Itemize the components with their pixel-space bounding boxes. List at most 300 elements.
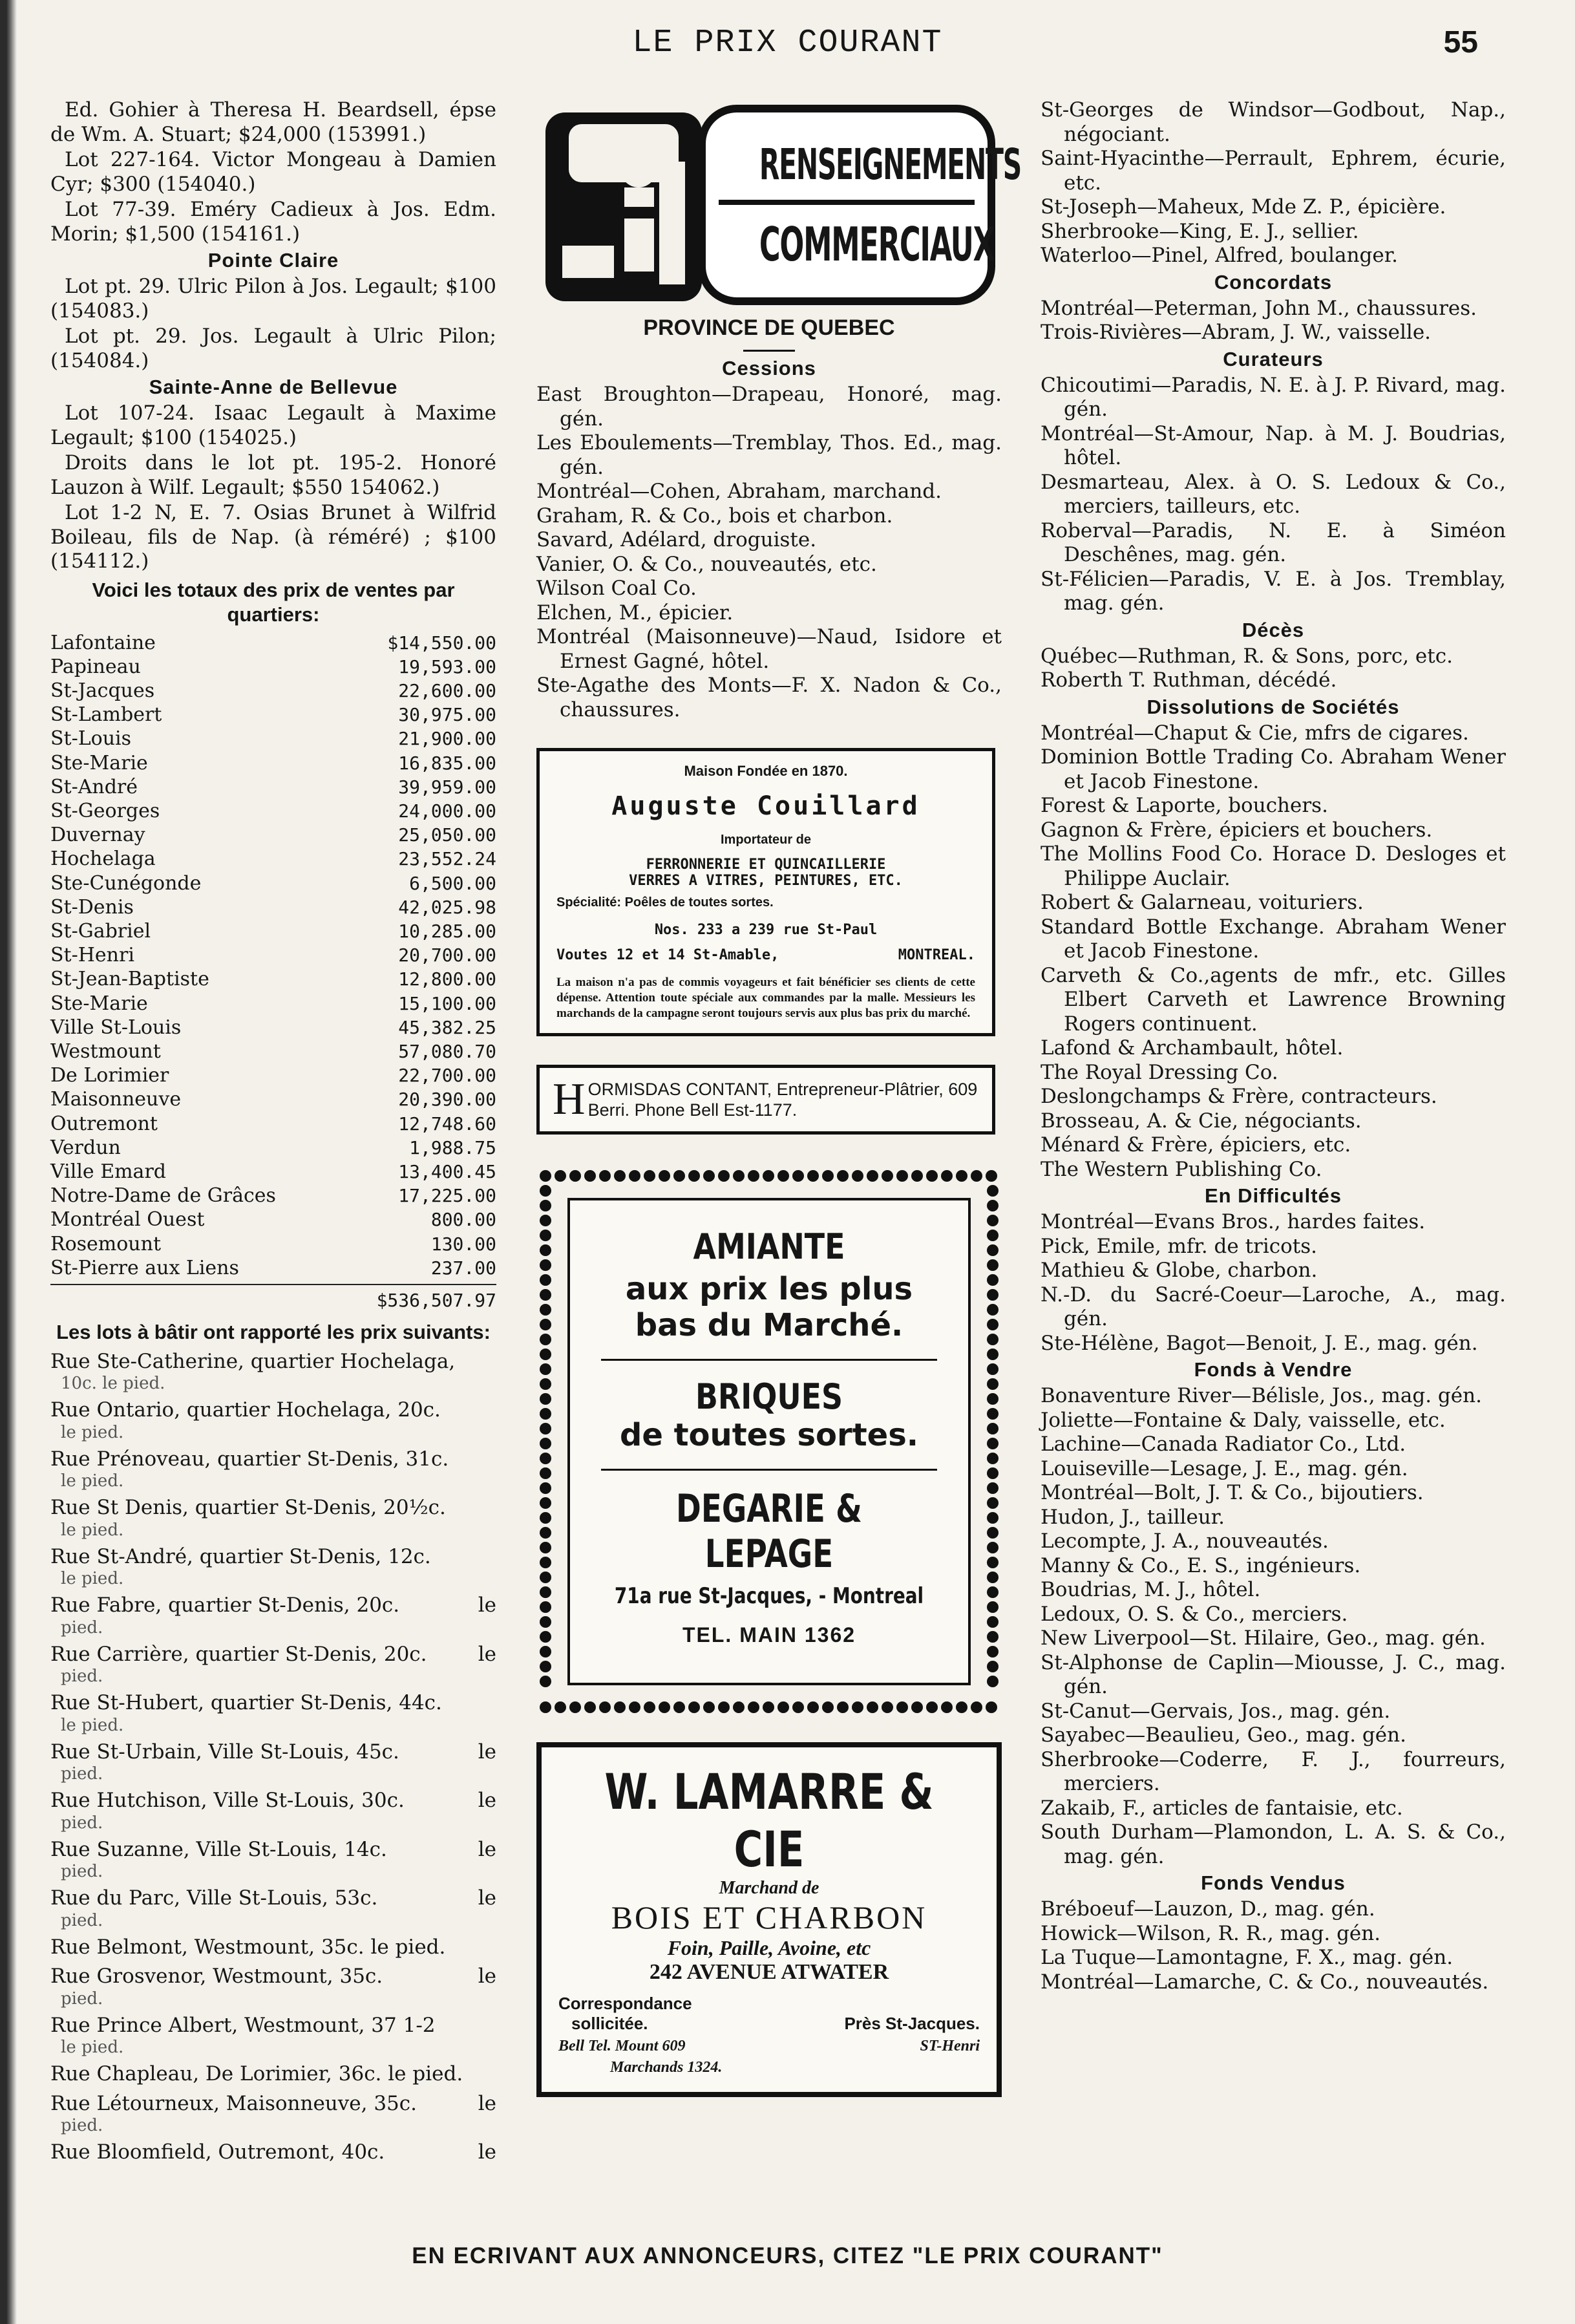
border-dot: [599, 1701, 611, 1713]
border-dot: [555, 1701, 566, 1713]
lots-list: [50, 1350, 496, 2165]
deces-entries: [1041, 645, 1506, 693]
table-row: [50, 751, 496, 775]
quartier-name: St-Jacques: [50, 679, 155, 702]
border-dot: [540, 1542, 551, 1553]
border-dot: [987, 1453, 999, 1464]
table-row: [50, 992, 496, 1016]
table-row: [50, 1112, 496, 1136]
book-spine-shadow: [0, 0, 17, 2324]
border-dot: [540, 1512, 551, 1524]
entry: Lot pt. 29. Ulric Pilon à Jos. Legault; $100 (154083.): [50, 275, 496, 323]
border-dot: [837, 1701, 849, 1713]
table-row: [50, 679, 496, 703]
quartier-amount: 21,900.00: [398, 728, 496, 750]
border-dot: [987, 1230, 999, 1241]
dissolutions-entries: [1041, 721, 1506, 1182]
ad-importer: Importateur de: [720, 833, 812, 847]
table-row: [50, 823, 496, 847]
lot-tail: le: [478, 1789, 496, 1813]
ad-specialty: Spécialité: Poêles de toutes sortes.: [556, 895, 774, 910]
entry: Montréal—Cohen, Abraham, marchand.: [536, 480, 942, 503]
quartier-amount: 16,835.00: [398, 752, 496, 774]
entry: Québec—Ruthman, R. & Sons, porc, etc.: [1041, 644, 1453, 668]
sub-entry: Mathieu & Globe, charbon.: [1041, 1259, 1318, 1282]
border-dot: [703, 1170, 715, 1182]
border-dot: [673, 1170, 685, 1182]
border-dot: [540, 1482, 551, 1494]
lot-cont: 10c. le pied.: [61, 1374, 165, 1394]
table-row: [50, 1160, 496, 1184]
ad-note: La maison n'a pas de commis voyageurs et fait bénéficier ses clients de cette dépense. Attention toute spéciale aux commandes par la malle. Messieurs les marchands de la campagne seront toujours servis aux plus bas prix du marché.: [556, 975, 975, 1020]
table-row: [50, 943, 496, 967]
quartier-amount: 17,225.00: [398, 1185, 496, 1207]
lot-cont: pied.: [61, 1910, 103, 1930]
table-row: [50, 1063, 496, 1087]
table-row: [50, 919, 496, 943]
lot-row: [50, 1545, 496, 1570]
table-row: [50, 1184, 496, 1208]
border-dot: [614, 1701, 626, 1713]
lot-row: [50, 1496, 496, 1520]
sub-entry: Deslongchamps & Frère, contracteurs.: [1041, 1085, 1437, 1108]
table-row: [50, 1016, 496, 1039]
border-dot: [748, 1701, 759, 1713]
lot-cont: le pied.: [61, 1520, 124, 1540]
ad-city: MONTREAL.: [898, 947, 975, 963]
quartier-amount: 25,050.00: [398, 824, 496, 846]
border-dot: [987, 1438, 999, 1449]
border-dot: [659, 1701, 670, 1713]
border-dot: [987, 1661, 999, 1672]
border-dot: [986, 1170, 997, 1182]
ad-avenue: 242 AVENUE ATWATER: [649, 1960, 889, 1984]
sub-entry: Lecompte, J. A., nouveautés.: [1041, 1530, 1329, 1553]
border-dot: [540, 1230, 551, 1241]
border-dot: [540, 1363, 551, 1375]
border-dot: [987, 1304, 999, 1316]
border-dot: [852, 1170, 863, 1182]
quartier-name: St-Denis: [50, 895, 134, 919]
entry: St-Alphonse de Caplin—Miousse, J. C., mag. gén.: [1041, 1650, 1506, 1698]
entry: Montréal—Peterman, John M., chaussures.: [1041, 296, 1477, 320]
border-dot: [540, 1453, 551, 1464]
border-dot: [926, 1170, 938, 1182]
entry: Lot 107-24. Isaac Legault à Maxime Legault; $100 (154025.): [50, 401, 496, 449]
ad-corr-row: [558, 1994, 980, 2034]
section-heading-vendre: Fonds à Vendre: [1194, 1358, 1353, 1381]
ad-amiante: AMIANTE: [693, 1226, 845, 1267]
ad-marchands-row: [558, 2059, 980, 2076]
border-dot: [540, 1601, 551, 1613]
lot-text: Rue Ontario, quartier Hochelaga, 20c.: [50, 1398, 441, 1422]
sub-entry: Lafond & Archambault, hôtel.: [1041, 1036, 1344, 1060]
lot-text: Rue St-Urbain, Ville St-Louis, 45c.: [50, 1740, 399, 1764]
ad-foin: Foin, Paille, Avoine, etc: [667, 1936, 871, 1959]
ad-corr-1: Correspondance: [558, 1994, 692, 2013]
table-row: [50, 655, 496, 679]
entry: Sherbrooke—Coderre, F. J., fourreurs, merciers.: [1041, 1747, 1506, 1795]
quartier-name: St-Jean-Baptiste: [50, 968, 209, 991]
border-dot: [540, 1244, 551, 1256]
ad-henri: ST-Henri: [920, 2038, 980, 2054]
border-dot: [896, 1170, 908, 1182]
entry: St-Joseph—Maheux, Mde Z. P., épicière.: [1041, 195, 1446, 219]
entry: Chicoutimi—Paradis, N. E. à J. P. Rivard, mag. gén.: [1041, 373, 1506, 421]
vendre-entries: [1041, 1384, 1506, 1869]
sub-entry: Elchen, M., épicier.: [536, 601, 734, 624]
section-heading-ste-anne: Sainte-Anne de Bellevue: [149, 376, 398, 398]
ad-firm: W. LAMARRE & CIE: [604, 1763, 934, 1878]
border-dot: [629, 1701, 640, 1713]
sub-entry: Desmarteau, Alex. à O. S. Ledoux & Co., merciers, tailleurs, etc.: [1041, 470, 1506, 518]
border-dot: [987, 1423, 999, 1434]
quartier-amount: 23,552.24: [398, 848, 496, 870]
short-divider: [743, 350, 795, 352]
ad-marchands: Marchands 1324.: [610, 2059, 723, 2076]
concordats-entries: [1041, 297, 1506, 345]
quartier-name: Ville Emard: [50, 1160, 166, 1183]
entry: St-Canut—Gervais, Jos., mag. gén.: [1041, 1699, 1391, 1723]
border-dot: [867, 1170, 878, 1182]
border-dot: [540, 1586, 551, 1598]
ad-auguste-couillard: [536, 748, 995, 1036]
lot-cont: le pied.: [61, 1715, 124, 1735]
sub-entry: Ledoux, O. S. & Co., merciers.: [1041, 1602, 1348, 1626]
quartier-amount: 45,382.25: [398, 1016, 496, 1038]
table-row: [50, 1136, 496, 1160]
ad-line-5: de toutes sortes.: [619, 1417, 919, 1453]
border-dot: [763, 1170, 774, 1182]
border-dot: [987, 1349, 999, 1360]
sub-entry: Dominion Bottle Trading Co. Abraham Wener et Jacob Finestone.: [1041, 745, 1506, 793]
entry: Joliette—Fontaine & Daly, vaisselle, etc.: [1041, 1408, 1446, 1432]
lot-text: Rue Bloomfield, Outremont, 40c.: [50, 2140, 385, 2164]
entry: Sherbrooke—King, E. J., sellier.: [1041, 219, 1359, 243]
table-row: [50, 775, 496, 799]
section-heading-cessions: Cessions: [722, 357, 816, 379]
border-dot: [540, 1423, 551, 1434]
pointe-claire-entries: [50, 275, 496, 373]
entry: Bonaventure River—Bélisle, Jos., mag. gén.: [1041, 1384, 1482, 1407]
border-dot: [987, 1259, 999, 1271]
border-dot: [540, 1200, 551, 1211]
lot-cont: pied.: [61, 1764, 103, 1784]
lot-tail: le: [478, 1740, 496, 1764]
entry: Trois-Rivières—Abram, J. W., vaisselle.: [1041, 321, 1432, 344]
ad-degarie-inner: [567, 1198, 971, 1685]
lot-text: Rue Fabre, quartier St-Denis, 20c.: [50, 1594, 400, 1617]
grand-total-value: $536,507.97: [376, 1289, 496, 1311]
sub-entry: Hudon, J., tailleur.: [1041, 1505, 1225, 1529]
ad-w-lamarre: [536, 1742, 1002, 2097]
ad-pres: Près St-Jacques.: [844, 2014, 980, 2033]
ad-line-2: aux prix les plus: [625, 1271, 913, 1307]
ad-line-2: VERRES A VITRES, PEINTURES, ETC.: [629, 873, 903, 889]
border-dot: [540, 1319, 551, 1330]
quartier-amount: 10,285.00: [398, 920, 496, 942]
border-dot: [987, 1185, 999, 1197]
lot-cont: pied.: [61, 1862, 103, 1882]
curateurs-entries: [1041, 374, 1506, 616]
lot-text: Rue St Denis, quartier St-Denis, 20½c.: [50, 1496, 446, 1520]
quartier-amount: 30,975.00: [398, 704, 496, 726]
border-dot: [540, 1408, 551, 1420]
lot-row: [50, 1838, 496, 1862]
border-dot: [540, 1631, 551, 1643]
sub-entry: Manny & Co., E. S., ingénieurs.: [1041, 1553, 1361, 1577]
border-dot: [987, 1616, 999, 1628]
section-heading-concordats: Concordats: [1214, 270, 1333, 293]
quartier-amount: 42,025.98: [398, 896, 496, 918]
difficultes-entries: [1041, 1210, 1506, 1356]
border-dot: [540, 1259, 551, 1271]
quartier-amount: 13,400.45: [398, 1160, 496, 1182]
cessions-entries: [536, 383, 1002, 722]
ad-vaults-row: [556, 947, 975, 963]
lot-text: Rue Hutchison, Ville St-Louis, 30c.: [50, 1789, 405, 1813]
border-dot: [987, 1319, 999, 1330]
ad-corr-2: sollicitée.: [571, 2014, 648, 2033]
sub-entry: Pick, Emile, mfr. de tricots.: [1041, 1234, 1318, 1258]
column-left: [50, 98, 496, 2165]
table-row: [50, 967, 496, 991]
entry: Les Eboulements—Tremblay, Thos. Ed., mag. gén.: [536, 431, 1002, 479]
entry: Montréal—Chaput & Cie, mfrs de cigares.: [1041, 721, 1469, 745]
section-heading-pointe-claire: Pointe Claire: [207, 249, 339, 272]
quartier-amount: 1,988.75: [409, 1136, 496, 1158]
ad-line-1: FERRONNERIE ET QUINCAILLERIE: [646, 857, 886, 873]
border-dot: [987, 1497, 999, 1509]
border-dot: [584, 1170, 596, 1182]
lot-text: Rue Ste-Catherine, quartier Hochelaga,: [50, 1349, 456, 1373]
table-row: [50, 727, 496, 751]
border-dot: [584, 1701, 596, 1713]
border-dot: [956, 1701, 967, 1713]
border-dot: [688, 1170, 700, 1182]
entry: Saint-Hyacinthe—Perrault, Ephrem, écurie, etc.: [1041, 147, 1506, 195]
border-dot: [644, 1701, 655, 1713]
border-dot: [540, 1616, 551, 1628]
entry: Lot 1-2 N, E. 7. Osias Brunet à Wilfrid Boileau, fils de Nap. (à réméré) ; $100 (154112.): [50, 501, 496, 573]
entry: East Broughton—Drapeau, Honoré, mag. gén.: [536, 383, 1002, 431]
border-dot: [882, 1170, 893, 1182]
quartier-amount: 15,100.00: [398, 992, 496, 1014]
sub-entry: Standard Bottle Exchange. Abraham Wener et Jacob Finestone.: [1041, 915, 1506, 963]
lot-text: Rue St-Hubert, quartier St-Denis, 44c.: [50, 1691, 442, 1715]
ad-firm-name: Auguste Couillard: [611, 791, 920, 821]
table-row: [50, 631, 496, 655]
lot-text: Rue Létourneux, Maisonneuve, 35c.: [50, 2091, 417, 2115]
lot-text: Rue Prénoveau, quartier St-Denis, 31c.: [50, 1447, 449, 1471]
border-dot: [807, 1701, 819, 1713]
lot-row: [50, 1594, 496, 1618]
border-dot: [986, 1701, 997, 1713]
entry: Lot 77-39. Eméry Cadieux à Jos. Edm. Morin; $1,500 (154161.): [50, 198, 496, 246]
lot-cont: le pied.: [61, 1471, 124, 1491]
border-dot: [987, 1512, 999, 1524]
sub-entry: Roberth T. Ruthman, décédé.: [1041, 668, 1337, 692]
border-dot: [896, 1701, 908, 1713]
lot-row: [50, 1447, 496, 1472]
entry: Ste-Hélène, Bagot—Benoit, J. E., mag. gén.: [1041, 1331, 1478, 1355]
border-dot: [540, 1676, 551, 1687]
entry: Howick—Wilson, R. R., mag. gén.: [1041, 1921, 1381, 1945]
quartier-name: Lafontaine: [50, 631, 156, 654]
border-dot: [629, 1170, 640, 1182]
section-heading-dissolutions: Dissolutions de Sociétés: [1147, 695, 1400, 718]
lot-cont: le pied.: [61, 1422, 124, 1442]
page-number: 55: [1443, 25, 1478, 59]
border-dot: [987, 1467, 999, 1479]
table-row: [50, 871, 496, 895]
table-row: [50, 799, 496, 823]
entry: La Tuque—Lamontagne, F. X., mag. gén.: [1041, 1946, 1453, 1969]
sub-entry: Savard, Adélard, droguiste.: [536, 528, 817, 551]
section-heading-deces: Décès: [1242, 618, 1305, 641]
border-dot: [987, 1542, 999, 1553]
quartier-amount: 57,080.70: [398, 1040, 496, 1062]
border-dot: [987, 1557, 999, 1568]
page-header: [0, 25, 1575, 76]
lot-cont: pied.: [61, 1667, 103, 1687]
border-dot: [987, 1601, 999, 1613]
border-dot: [540, 1497, 551, 1509]
logo-title-frame: [698, 105, 1021, 305]
quartier-name: St-Pierre aux Liens: [50, 1256, 239, 1279]
ad-ormisdas-contant: [536, 1065, 995, 1135]
table-row: [50, 1087, 496, 1111]
border-dot: [599, 1170, 611, 1182]
border-dot: [987, 1215, 999, 1226]
border-dot: [540, 1701, 551, 1713]
lot-text: Rue Grosvenor, Westmount, 35c.: [50, 1965, 383, 1988]
lot-tail: le: [478, 1642, 496, 1666]
entry: Louiseville—Lesage, J. E., mag. gén.: [1041, 1456, 1408, 1480]
border-dot: [822, 1170, 834, 1182]
section-heading-vendus: Fonds Vendus: [1201, 1871, 1346, 1894]
ad-firm: DEGARIE & LEPAGE: [676, 1486, 862, 1577]
border-dot: [822, 1701, 834, 1713]
ad-address: 71a rue St-Jacques, - Montreal: [614, 1583, 924, 1609]
border-dot: [540, 1646, 551, 1658]
quartier-name: De Lorimier: [50, 1064, 169, 1087]
logo-line-1: RENSEIGNEMENTS: [759, 140, 1021, 189]
border-dot: [987, 1289, 999, 1301]
lot-text: Rue du Parc, Ville St-Louis, 53c.: [50, 1886, 378, 1910]
lot-row: [50, 2092, 496, 2116]
sub-entry: Boudrias, M. J., hôtel.: [1041, 1578, 1261, 1601]
entry: Roberval—Paradis, N. E. à Siméon Deschênes, mag. gén.: [1041, 518, 1506, 566]
sub-entry: The Mollins Food Co. Horace D. Desloges et Philippe Auclair.: [1041, 842, 1506, 890]
border-dot: [748, 1170, 759, 1182]
entry: South Durham—Plamondon, L. A. S. & Co., mag. gén.: [1041, 1820, 1506, 1868]
border-dot: [987, 1378, 999, 1390]
border-dot: [614, 1170, 626, 1182]
entry: Montréal—St-Amour, Nap. à M. J. Boudrias, hôtel.: [1041, 421, 1506, 469]
lot-row: [50, 1398, 496, 1423]
ad-initial: H: [553, 1074, 586, 1124]
quartier-name: Hochelaga: [50, 848, 156, 871]
column-right: [1041, 98, 1506, 1994]
ad-briques: BRIQUES: [695, 1376, 843, 1417]
border-dot: [540, 1438, 551, 1449]
border-dot: [987, 1482, 999, 1494]
quartier-name: St-Gabriel: [50, 919, 151, 943]
sub-entry: Gagnon & Frère, épiciers et bouchers.: [1041, 818, 1433, 842]
border-dot: [555, 1170, 566, 1182]
border-dot: [971, 1701, 982, 1713]
table-row: [50, 1256, 496, 1280]
border-dot: [941, 1701, 953, 1713]
border-dot: [540, 1527, 551, 1539]
lot-text: Rue Suzanne, Ville St-Louis, 14c.: [50, 1837, 387, 1861]
quartier-amount: 22,600.00: [398, 679, 496, 701]
entry: Ste-Agathe des Monts—F. X. Nadon & Co., chaussures.: [536, 674, 1002, 721]
entry: Lot 227-164. Victor Mongeau à Damien Cyr; $300 (154040.): [50, 148, 496, 196]
quartier-name: Maisonneuve: [50, 1088, 182, 1111]
ad-vaults: Voutes 12 et 14 St-Amable,: [556, 947, 779, 963]
reading-man-illustration: [543, 110, 704, 304]
quartier-amount: 237.00: [430, 1257, 496, 1279]
quartier-name: Outremont: [50, 1112, 158, 1135]
quartier-amount: $14,550.00: [387, 632, 496, 654]
border-dot: [807, 1170, 819, 1182]
page-footer: EN ECRIVANT AUX ANNONCEURS, CITEZ "LE PRIX COURANT": [412, 2243, 1163, 2268]
entry: Droits dans le lot pt. 195-2. Honoré Lauzon à Wilf. Legault; $550 154062.): [50, 451, 496, 499]
entry: Ed. Gohier à Theresa H. Beardsell, épse de Wm. A. Stuart; $24,000 (153991.): [50, 98, 496, 146]
border-dot: [941, 1170, 953, 1182]
border-dot: [540, 1572, 551, 1583]
lot-text: Rue St-André, quartier St-Denis, 12c.: [50, 1544, 431, 1568]
ad-address: Nos. 233 a 239 rue St-Paul: [654, 922, 878, 938]
quartier-amount: 12,800.00: [398, 968, 496, 990]
border-dot: [703, 1701, 715, 1713]
lot-cont: pied.: [61, 1988, 103, 2009]
border-dot: [911, 1170, 923, 1182]
border-dot: [733, 1170, 745, 1182]
lot-row: [50, 1935, 496, 1960]
entry: New Liverpool—St. Hilaire, Geo., mag. gén.: [1041, 1626, 1486, 1650]
border-dot: [987, 1408, 999, 1420]
ad-bois: BOIS ET CHARBON: [611, 1899, 927, 1935]
border-dot: [540, 1378, 551, 1390]
entry: Montréal—Bolt, J. T. & Co., bijoutiers.: [1041, 1481, 1424, 1504]
lot-cont: pied.: [61, 1813, 103, 1833]
table-row: [50, 1208, 496, 1231]
entry: N.-D. du Sacré-Coeur—Laroche, A., mag. gén.: [1041, 1283, 1506, 1330]
table-row: [50, 1039, 496, 1063]
lot-row: [50, 2140, 496, 2165]
border-dot: [763, 1701, 774, 1713]
lot-text: Rue Carrière, quartier St-Denis, 20c.: [50, 1642, 427, 1666]
quartier-amount: 24,000.00: [398, 800, 496, 822]
section-heading-difficultes: En Difficultés: [1204, 1184, 1342, 1207]
border-dot: [718, 1701, 730, 1713]
ad-founded: Maison Fondée en 1870.: [684, 763, 848, 779]
entry: Bréboeuf—Lauzon, D., mag. gén.: [1041, 1897, 1375, 1921]
border-dot: [971, 1170, 982, 1182]
entry: St-Georges de Windsor—Godbout, Nap., négociant.: [1041, 98, 1506, 146]
border-dot: [987, 1363, 999, 1375]
intro-entries: [50, 98, 496, 246]
table-row: [50, 895, 496, 919]
lot-row: [50, 2062, 496, 2087]
border-dot: [987, 1676, 999, 1687]
border-dot: [777, 1701, 789, 1713]
entry: Lot pt. 29. Jos. Legault à Ulric Pilon; (154084.): [50, 325, 496, 372]
quartiers-table: [50, 631, 496, 1280]
